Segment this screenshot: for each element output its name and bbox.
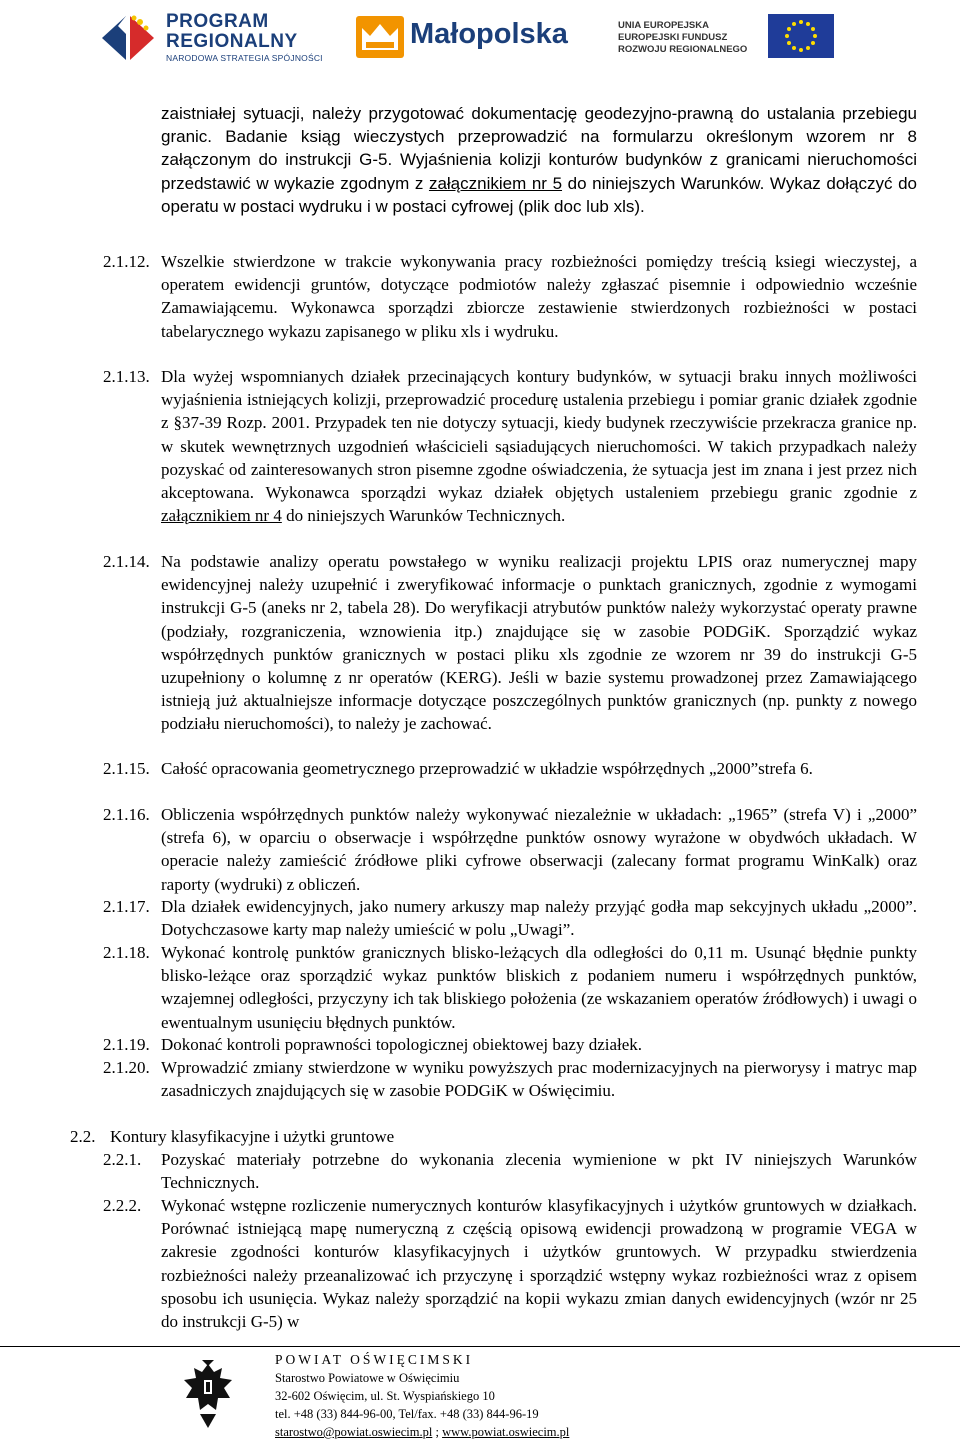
intro-text-b: do niniejszych Warunków. Wykaz dołączyć do operatu w postaci wydruku i w postaci cyfrowej (plik doc lub xls). <box>161 173 918 216</box>
footer-contacts <box>275 1423 569 1441</box>
footer-office: Starostwo Powiatowe w Oświęcimiu <box>275 1371 460 1385</box>
program-line-1: PROGRAM <box>166 11 269 32</box>
footer-street: 32-602 Oświęcim, ul. St. Wyspiańskiego 10 <box>275 1389 495 1403</box>
attachment-5-link: załącznikiem nr 5 <box>428 173 563 193</box>
eu-logo <box>618 4 868 66</box>
malopolska-mark-icon <box>356 16 404 58</box>
item-text <box>161 365 917 527</box>
subitem-text: Wykonać wstępne rozliczenie numerycznych konturów klasyfikacyjnych i użytków gruntowych w działkach. Porównać istniejącą mapę numeryczną z częścią opisową ewidencji prowadzoną w programie VEGA w zakresie zgodności konturów klasyfikacyjnych i użytków gruntowych. W przypadku stwierdzenia rozbieżności należy przeanalizować ich przyczynę i sporządzić wstępny wykaz rozbieżności wraz z opisem sposobu ich usunięcia. Wykaz należy sporządzić na kopii wykazu zmian danych ewidencyjnych (wzór nr 25 do instrukcji G-5) w <box>161 1196 917 1332</box>
item-number: 2.1.15. <box>103 759 150 778</box>
program-regionalny-mark-icon <box>96 4 160 68</box>
footer-county-name: POWIAT OŚWIĘCIMSKI <box>275 1352 474 1367</box>
footer-address <box>275 1351 569 1441</box>
eagle-crest-icon <box>178 1358 238 1432</box>
subitem-number: 2.2.1. <box>103 1150 142 1169</box>
item-text-b: do niniejszych Warunków Technicznych. <box>281 506 566 526</box>
item-text: Wykonać kontrolę punktów granicznych blisko-leżących dla odległości do 0,11 m. Usunąć błędnie punkty blisko-leżące oraz sporządzić wykaz punktów bliskich z podaniem numeru i współrzędnych punktów, wzajemnej odległości, przyczyny ich tak bliskiego położenia (ze wskazaniem operatów źródłowych) i uwagi o ewentualnym usunięciu błędnych punktów. <box>161 943 917 1032</box>
section-title: Kontury klasyfikacyjne i użytki gruntowe <box>110 1127 395 1146</box>
item-text: Na podstawie analizy operatu powstałego w wyniku realizacji projektu LPIS oraz numerycznej mapy ewidencyjnej należy uzupełnić i zweryfikować informacje o punktach granicznych, zgodnie z wymogami instrukcji G-5 (aneks nr 2, tabela 28). Do weryfikacji atrybutów punktów należy wykorzystać operaty prawne (podziały, rozgraniczenia, wznowienia itp.) znajdujące się w zasobie PODGiK. Sporządzić wykaz współrzędnych punktów granicznych w postaci pliku xls zgodnie ze wzorem nr 39 do instrukcji G-5 uzupełniony o kolumnę z nr operatów (KERG). Jeśli w bazie systemu prowadzonej przez Zamawiającego istnieją już aktualniejsze informacje dotyczące poszczególnych punktów granicznych (np. punkty z nowego podziału nieruchomości), to należy je zachować. <box>161 552 917 734</box>
item-number: 2.1.19. <box>103 1035 150 1054</box>
item-text: Wprowadzić zmiany stwierdzone w wyniku powyższych prac modernizacyjnych na pierworysy i matryc map zasadniczych znajdujących się w zasobie PODGiK w Oświęcimiu. <box>161 1058 917 1101</box>
item-text-a: Dla wyżej wspomnianych działek przecinających kontury budynków, w sytuacji braku innych możliwości wyjaśnienia istniejących kolizji, przeprowadzić procedurę ustalenia przebiegu i pomiar granic działek zgodnie z §37-39 Rozp. 2001. Przypadek ten nie dotyczy sytuacji, kiedy budynek rzeczywiście przekracza granice np. w skutek wewnętrznych uzgodnień właścicieli sąsiadujących nieruchomości. W takich przypadkach należy pozyskać od zainteresowanych stron pisemne zgodne oświadczenia, że sytuacja jest im znana i jest przez nich akceptowana. Wykonawca sporządzi wykaz działek objętych ustaleniem przebiegu granic zgodnie z <box>161 367 917 503</box>
item-text: Dla działek ewidencyjnych, jako numery arkuszy map należy przyjąć godła map sekcyjnych układu „2000”. Dotychczasowe karty map należy umieścić w polu „Uwagi”. <box>161 897 917 940</box>
item-number: 2.1.17. <box>103 897 150 916</box>
footer-email-link[interactable]: starostwo@powiat.oswiecim.pl <box>275 1425 433 1439</box>
malopolska-logo <box>356 4 588 66</box>
eu-flag-icon <box>768 14 834 58</box>
section-number: 2.2. <box>70 1127 96 1146</box>
subitem-number: 2.2.2. <box>103 1196 142 1215</box>
malopolska-text: Małopolska <box>410 18 568 50</box>
footer-divider <box>0 1346 960 1347</box>
item-text: Wszelkie stwierdzone w trakcie wykonywania pracy rozbieżności pomiędzy treścią ksiegi wieczystej, a operatem ewidencji gruntów, dotyczące podmiotów należy zgłaszać pisemnie i odpowiednio wcześnie Zamawiającemu. Wykonawca sporządzi zbiorcze zestawienie stwierdzonych rozbieżności w postaci tabelarycznego wykazu zapisanego w pliku xls i wydruku. <box>161 252 917 341</box>
subitem-text: Pozyskać materiały potrzebne do wykonania zlecenia wymienione w pkt IV niniejszych Warunków Technicznych. <box>161 1150 917 1193</box>
item-number: 2.1.14. <box>103 552 150 571</box>
item-number: 2.1.20. <box>103 1058 150 1077</box>
attachment-4-link: załącznikiem nr 4 <box>161 506 282 526</box>
program-line-2: REGIONALNY <box>166 31 298 52</box>
page-footer <box>0 1346 960 1440</box>
eu-line-1: UNIA EUROPEJSKA <box>618 20 709 31</box>
item-number: 2.1.12. <box>103 252 150 271</box>
item-text: Całość opracowania geometrycznego przeprowadzić w układzie współrzędnych „2000”strefa 6. <box>161 759 813 778</box>
page-header <box>0 0 960 75</box>
item-number: 2.1.13. <box>103 367 150 386</box>
program-line-3: NARODOWA STRATEGIA SPÓJNOŚCI <box>166 53 323 63</box>
item-number: 2.1.18. <box>103 943 150 962</box>
program-regionalny-logo <box>96 4 336 66</box>
footer-website-link[interactable]: www.powiat.oswiecim.pl <box>442 1425 570 1439</box>
intro-text-a: zaistniałej sytuacji, należy przygotować dokumentację geodezyjno-prawną do ustalania przebiegu granic. Badanie ksiąg wieczystych przeprowadzić na formularzu określonym wzorem nr 8 załączonym do instrukcji G-5. Wyjaśnienia kolizji konturów budynków z granicami nieruchomości przedstawić w wykazie zgodnym z <box>161 104 917 193</box>
item-text: Dokonać kontroli poprawności topologicznej obiektowej bazy działek. <box>161 1035 643 1054</box>
footer-separator: ; <box>432 1425 443 1439</box>
eu-line-3: ROZWOJU REGIONALNEGO <box>618 44 748 55</box>
eu-line-2: EUROPEJSKI FUNDUSZ <box>618 32 728 43</box>
footer-phone: tel. +48 (33) 844-96-00, Tel/fax. +48 (33) 844-96-19 <box>275 1407 539 1421</box>
item-text: Obliczenia współrzędnych punktów należy wykonywać niezależnie w układach: „1965” (strefa V) i „2000” (strefa 6), w oparciu o obserwacje i współrzędne punktów osnowy wyrażone w obydwóch układach. W operacie należy zamieścić źródłowe pliki cyfrowe obserwacji (zalecany format programu WinKalk) oraz raporty (wydruki) z obliczeń. <box>161 805 917 894</box>
item-number: 2.1.16. <box>103 805 150 824</box>
intro-paragraph <box>161 102 917 218</box>
